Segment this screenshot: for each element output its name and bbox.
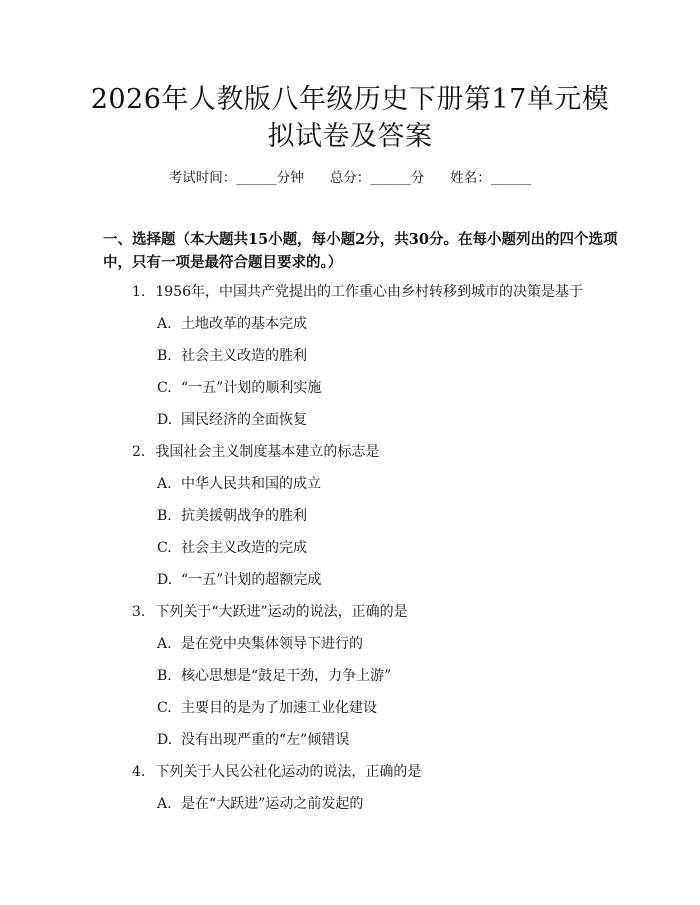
option-letter: C. bbox=[157, 380, 172, 396]
option-text: 社会主义改造的完成 bbox=[181, 540, 307, 556]
question-3 bbox=[132, 602, 408, 622]
option-3a bbox=[157, 634, 363, 654]
option-4a bbox=[157, 794, 363, 814]
option-text: 是在党中央集体领导下进行的 bbox=[181, 636, 363, 652]
option-letter: D. bbox=[157, 572, 173, 588]
option-letter: C. bbox=[157, 540, 172, 556]
question-text: 我国社会主义制度基本建立的标志是 bbox=[155, 444, 380, 460]
option-text: “一五”计划的顺利实施 bbox=[181, 380, 322, 396]
document-title-line2: 拟试卷及答案 bbox=[267, 121, 433, 152]
exam-score-field: 总分：______分 bbox=[329, 170, 425, 186]
question-2 bbox=[132, 442, 379, 462]
question-number: 3. bbox=[132, 604, 146, 620]
option-text: “一五”计划的超额完成 bbox=[181, 572, 322, 588]
option-text: 中华人民共和国的成立 bbox=[181, 476, 321, 492]
option-text: 是在“大跃进”运动之前发起的 bbox=[181, 796, 364, 812]
option-text: 主要目的是为了加速工业化建设 bbox=[181, 700, 377, 716]
option-letter: B. bbox=[157, 668, 172, 684]
option-text: 社会主义改造的胜利 bbox=[181, 348, 307, 364]
option-2c bbox=[157, 538, 307, 558]
option-letter: A. bbox=[157, 796, 172, 812]
option-3c bbox=[157, 698, 377, 718]
option-2b bbox=[157, 506, 307, 526]
student-name-field: 姓名：______ bbox=[450, 170, 532, 186]
option-letter: D. bbox=[157, 732, 173, 748]
option-text: 土地改革的基本完成 bbox=[181, 316, 307, 332]
option-text: 核心思想是“鼓足干劲，力争上游” bbox=[181, 668, 392, 684]
document-title-line1: 2026年人教版八年级历史下册第17单元模 bbox=[90, 84, 610, 115]
question-4 bbox=[132, 762, 421, 782]
option-3b bbox=[157, 666, 391, 686]
option-letter: B. bbox=[157, 508, 172, 524]
option-2a bbox=[157, 474, 321, 494]
option-text: 国民经济的全面恢复 bbox=[181, 412, 307, 428]
option-1a bbox=[157, 314, 307, 334]
option-text: 没有出现严重的“左”倾错误 bbox=[181, 732, 350, 748]
option-1d bbox=[157, 410, 307, 430]
option-letter: A. bbox=[157, 636, 172, 652]
exam-info bbox=[0, 168, 700, 188]
question-1 bbox=[132, 282, 583, 302]
option-letter: B. bbox=[157, 348, 172, 364]
option-letter: A. bbox=[157, 476, 172, 492]
option-3d bbox=[157, 730, 349, 750]
section-heading: 一、选择题（本大题共15小题，每小题2分，共30分。在每小题列出的四个选项中，只有一项是最符合题目要求的。） bbox=[103, 231, 618, 271]
option-1b bbox=[157, 346, 307, 366]
question-number: 2. bbox=[132, 444, 146, 460]
option-letter: C. bbox=[157, 700, 172, 716]
exam-time-field: 考试时间：______分钟 bbox=[168, 170, 304, 186]
question-text: 下列关于“大跃进”运动的说法，正确的是 bbox=[155, 604, 408, 620]
question-text: 1956年，中国共产党提出的工作重心由乡村转移到城市的决策是基于 bbox=[155, 284, 583, 300]
option-2d bbox=[157, 570, 321, 590]
option-text: 抗美援朝战争的胜利 bbox=[181, 508, 307, 524]
option-1c bbox=[157, 378, 321, 398]
question-number: 1. bbox=[132, 284, 146, 300]
question-text: 下列关于人民公社化运动的说法，正确的是 bbox=[155, 764, 422, 780]
question-number: 4. bbox=[132, 764, 146, 780]
option-letter: D. bbox=[157, 412, 173, 428]
option-letter: A. bbox=[157, 316, 172, 332]
